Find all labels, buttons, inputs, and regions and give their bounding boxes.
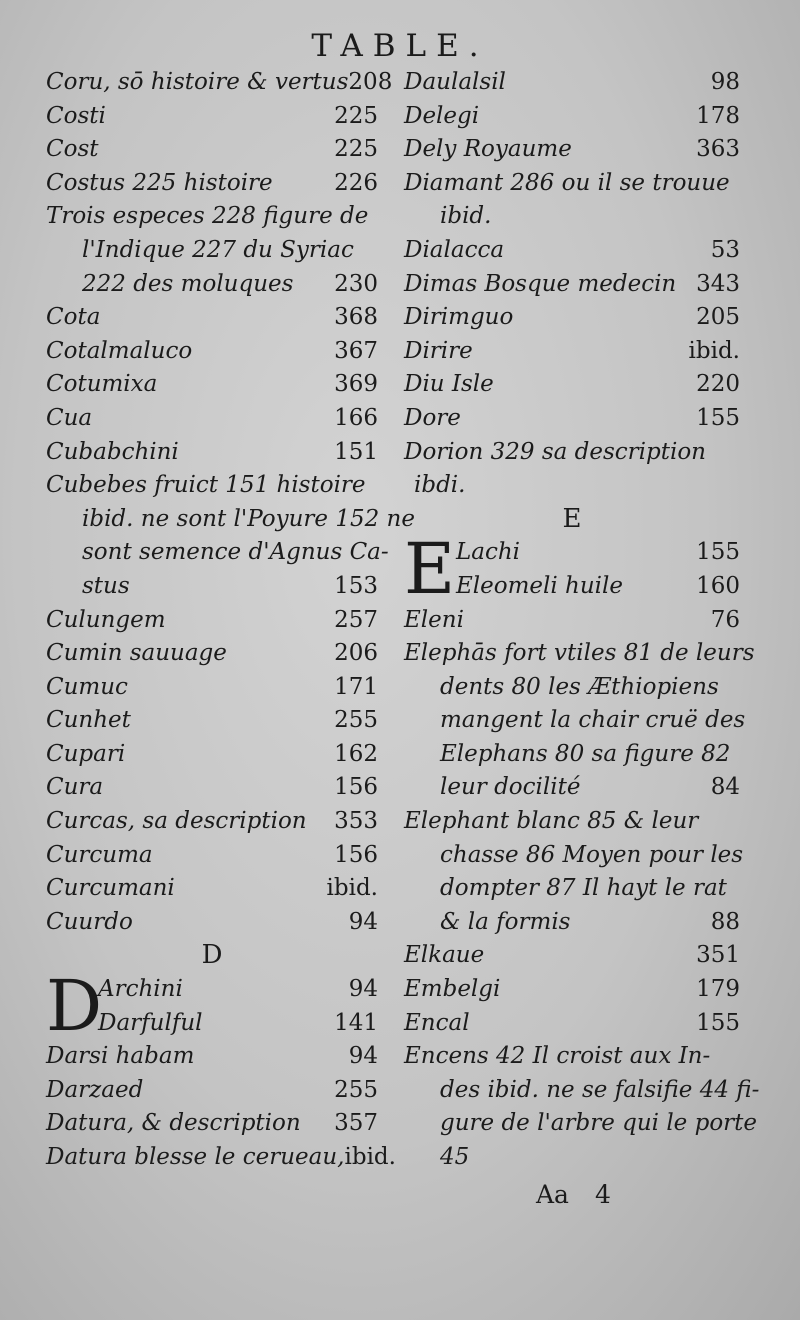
index-entry [404,200,740,234]
entry-page-number: 171 [334,673,378,700]
index-entry [46,167,378,201]
index-entry [46,1107,378,1141]
entry-term: Culungem [46,606,166,633]
entry-term: Eleni [404,606,464,633]
entry-term: Dialacca [404,236,505,263]
index-entry [46,234,378,268]
section-heading-e: E [562,503,582,534]
index-entry [404,268,740,302]
entry-page-number: 156 [334,774,378,801]
entry-term: Curcuma [46,841,153,868]
entry-term: Cura [46,774,104,801]
entry-term: Coru, sō histoire & vertus [46,69,349,95]
index-entry [46,100,378,134]
entry-term: Cost [46,136,99,163]
entry-page-number: 368 [334,304,378,331]
entry-page-number: ibid. [688,337,740,364]
signature-number: 4 [594,1180,611,1209]
entry-term: Cunhet [46,707,131,734]
entry-page-number: 206 [334,640,378,667]
entry-page-number: 255 [334,707,378,734]
entry-term: Darzaed [46,1076,144,1103]
index-entry [404,402,740,436]
entry-term: 45 [440,1144,470,1170]
entry-page-number: 357 [334,1110,378,1137]
entry-term: Trois especes 228 figure de [46,203,369,230]
index-entry [404,1141,740,1175]
index-entry [404,335,740,369]
entry-term: dompter 87 Il hayt le rat [440,875,727,902]
entry-page-number: 226 [334,169,378,196]
d-entries-continued [404,66,740,503]
entry-term: Elephant blanc 85 & leur [404,808,699,835]
index-entry [404,100,740,134]
entry-term: Daulalsil [404,69,506,95]
entry-term: leur docilité [440,774,581,801]
entry-term: Cotalmaluco [46,337,193,364]
entry-page-number: 94 [348,976,378,1003]
index-entry [404,66,740,100]
entry-page-number: 220 [696,371,740,398]
entry-term: Dimas Bosque medecin [404,270,677,297]
index-entry [46,536,389,570]
left-column [46,66,415,1175]
entry-page-number: 160 [696,572,740,599]
entry-term: Cua [46,404,93,431]
entry-term: Elkaue [404,942,485,969]
entry-term: Cupari [46,740,126,767]
section-heading-d: D [201,940,223,971]
entry-term: Dely Royaume [404,136,572,163]
index-entry [46,133,378,167]
entry-term: Cubabchini [46,438,179,465]
entry-page-number: 257 [334,606,378,633]
entry-term: Cota [46,304,101,331]
entry-term: 222 des moluques [82,270,294,297]
index-entry [46,872,378,906]
entry-term: Datura, & description [46,1110,301,1137]
entry-page-number: ibid. [344,1144,396,1170]
entry-term: Darsi habam [46,1043,195,1070]
index-entry [404,637,755,671]
entry-term: sont semence d'Agnus Ca- [82,539,389,566]
index-entry [404,436,740,470]
entry-page-number: 94 [348,1043,378,1070]
entry-term: Cotumixa [46,371,158,398]
entry-term: Dirimguo [404,304,514,331]
index-entry [404,1040,740,1074]
index-entry [46,503,415,537]
entry-term: Encal [404,1009,470,1036]
entry-term: des ibid. ne se falsifie 44 fi- [440,1076,760,1103]
entry-page-number: 225 [334,136,378,163]
entry-term: Cumuc [46,673,128,700]
entry-term: dents 80 les Æthiopiens [440,673,719,700]
entry-page-number: 225 [334,102,378,129]
entry-page-number: 53 [710,236,740,263]
dropcap-e: E [404,528,456,611]
entry-page-number: 255 [334,1076,378,1103]
entry-page-number: 353 [334,808,378,835]
index-entry [46,671,378,705]
entry-page-number: 367 [334,337,378,364]
entry-page-number: 369 [334,371,378,398]
index-entry [46,805,378,839]
entry-term: Elephās fort vtiles 81 de leurs [404,640,755,667]
index-entry [404,671,740,705]
entry-term: Darfulful [98,1009,203,1036]
entry-page-number: 205 [696,304,740,331]
entry-term: ibdi. [414,472,466,499]
index-entry [404,939,740,973]
entry-term: Diu Isle [404,371,494,398]
index-entry [404,973,740,1007]
index-entry [404,234,740,268]
index-entry [46,704,378,738]
entry-term: Encens 42 Il croist aux In- [404,1043,711,1070]
index-entry [46,436,378,470]
entry-page-number: 155 [696,404,740,431]
index-entry [404,906,740,940]
entry-term: Costi [46,102,106,129]
entry-page-number: 363 [696,136,740,163]
index-entry [404,771,740,805]
index-entry [46,1141,396,1175]
index-entry [46,469,378,503]
index-entry [46,771,378,805]
entry-term: Curcumani [46,875,175,902]
index-entry [404,738,740,772]
index-entry [404,301,740,335]
index-entry [404,1007,740,1041]
dropcap-d: D [46,965,103,1048]
e-entries [404,528,760,1174]
entry-term: Cumin sauuage [46,640,227,667]
entry-term: Cubebes fruict 151 histoire [46,472,366,499]
entry-term: mangent la chair cruë des [440,707,746,734]
entry-term: Delegi [404,102,480,129]
c-entries [46,66,415,939]
page-title: TABLE. [311,28,489,64]
index-entry [46,66,393,100]
entry-page-number: 179 [696,976,740,1003]
d-entries-block [46,965,396,1175]
entry-page-number: 162 [334,740,378,767]
index-entry [404,133,740,167]
entry-term: gure de l'arbre qui le porte [440,1110,758,1137]
entry-page-number: 230 [334,270,378,297]
index-entry [46,839,378,873]
index-entry [404,839,744,873]
index-entry [46,402,378,436]
right-column [404,66,760,1175]
entry-page-number: 178 [696,102,740,129]
entry-term: Cuurdo [46,908,133,935]
entry-page-number: 88 [710,908,740,935]
entry-page-number: 94 [348,908,378,935]
entry-page-number: 84 [710,774,740,801]
index-entry [46,200,378,234]
index-entry [46,268,378,302]
entry-term: Datura blesse le cerueau, [46,1144,345,1170]
entry-term: l'Indique 227 du Syriac [82,236,354,263]
index-entry [46,335,378,369]
index-entry [404,805,740,839]
entry-term: ibid. [440,203,492,230]
entry-term: Diamant 286 ou il se trouue [404,169,730,196]
index-entry [404,1074,760,1108]
entry-term: stus [82,572,130,599]
entry-term: Embelgi [404,976,501,1003]
entry-page-number: 98 [710,69,740,95]
entry-page-number: 343 [696,270,740,297]
entry-term: Dore [404,404,461,431]
entry-term: ibid. ne sont l'Poyure 152 ne [82,505,415,532]
index-entry [46,301,378,335]
entry-page-number: 208 [348,69,393,95]
entry-page-number: 166 [334,404,378,431]
index-entry [46,570,378,604]
entry-page-number: ibid. [326,875,378,902]
entry-term: Lachi [456,539,521,566]
entry-page-number: 351 [696,942,740,969]
entry-term: Eleomeli huile [456,572,623,599]
entry-page-number: 155 [696,1009,740,1036]
index-entry [404,469,740,503]
index-entry [404,1107,758,1141]
index-entry [46,368,378,402]
index-entry [46,1074,378,1108]
entry-term: Archini [98,976,183,1003]
entry-page-number: 141 [334,1009,378,1036]
signature-letters: Aa [536,1180,569,1209]
index-entry [404,872,740,906]
entry-page-number: 156 [334,841,378,868]
entry-term: Elephans 80 sa figure 82 [440,740,731,767]
entry-term: chasse 86 Moyen pour les [440,841,744,868]
index-entry [46,637,378,671]
index-entry [46,604,378,638]
index-entry [46,906,378,940]
entry-term: Curcas, sa description [46,808,307,835]
index-entry [404,167,740,201]
index-entry [404,704,746,738]
entry-term: & la formis [440,908,571,935]
index-entry [404,368,740,402]
entry-term: Dirire [404,337,473,364]
entry-page-number: 153 [334,572,378,599]
entry-page-number: 151 [334,438,378,465]
index-entry [46,738,378,772]
entry-term: Dorion 329 sa description [404,438,706,465]
entry-page-number: 155 [696,539,740,566]
entry-term: Costus 225 histoire [46,169,273,196]
e-entries-block [404,528,760,1174]
signature-mark [536,1180,637,1209]
entry-page-number: 76 [710,606,740,633]
